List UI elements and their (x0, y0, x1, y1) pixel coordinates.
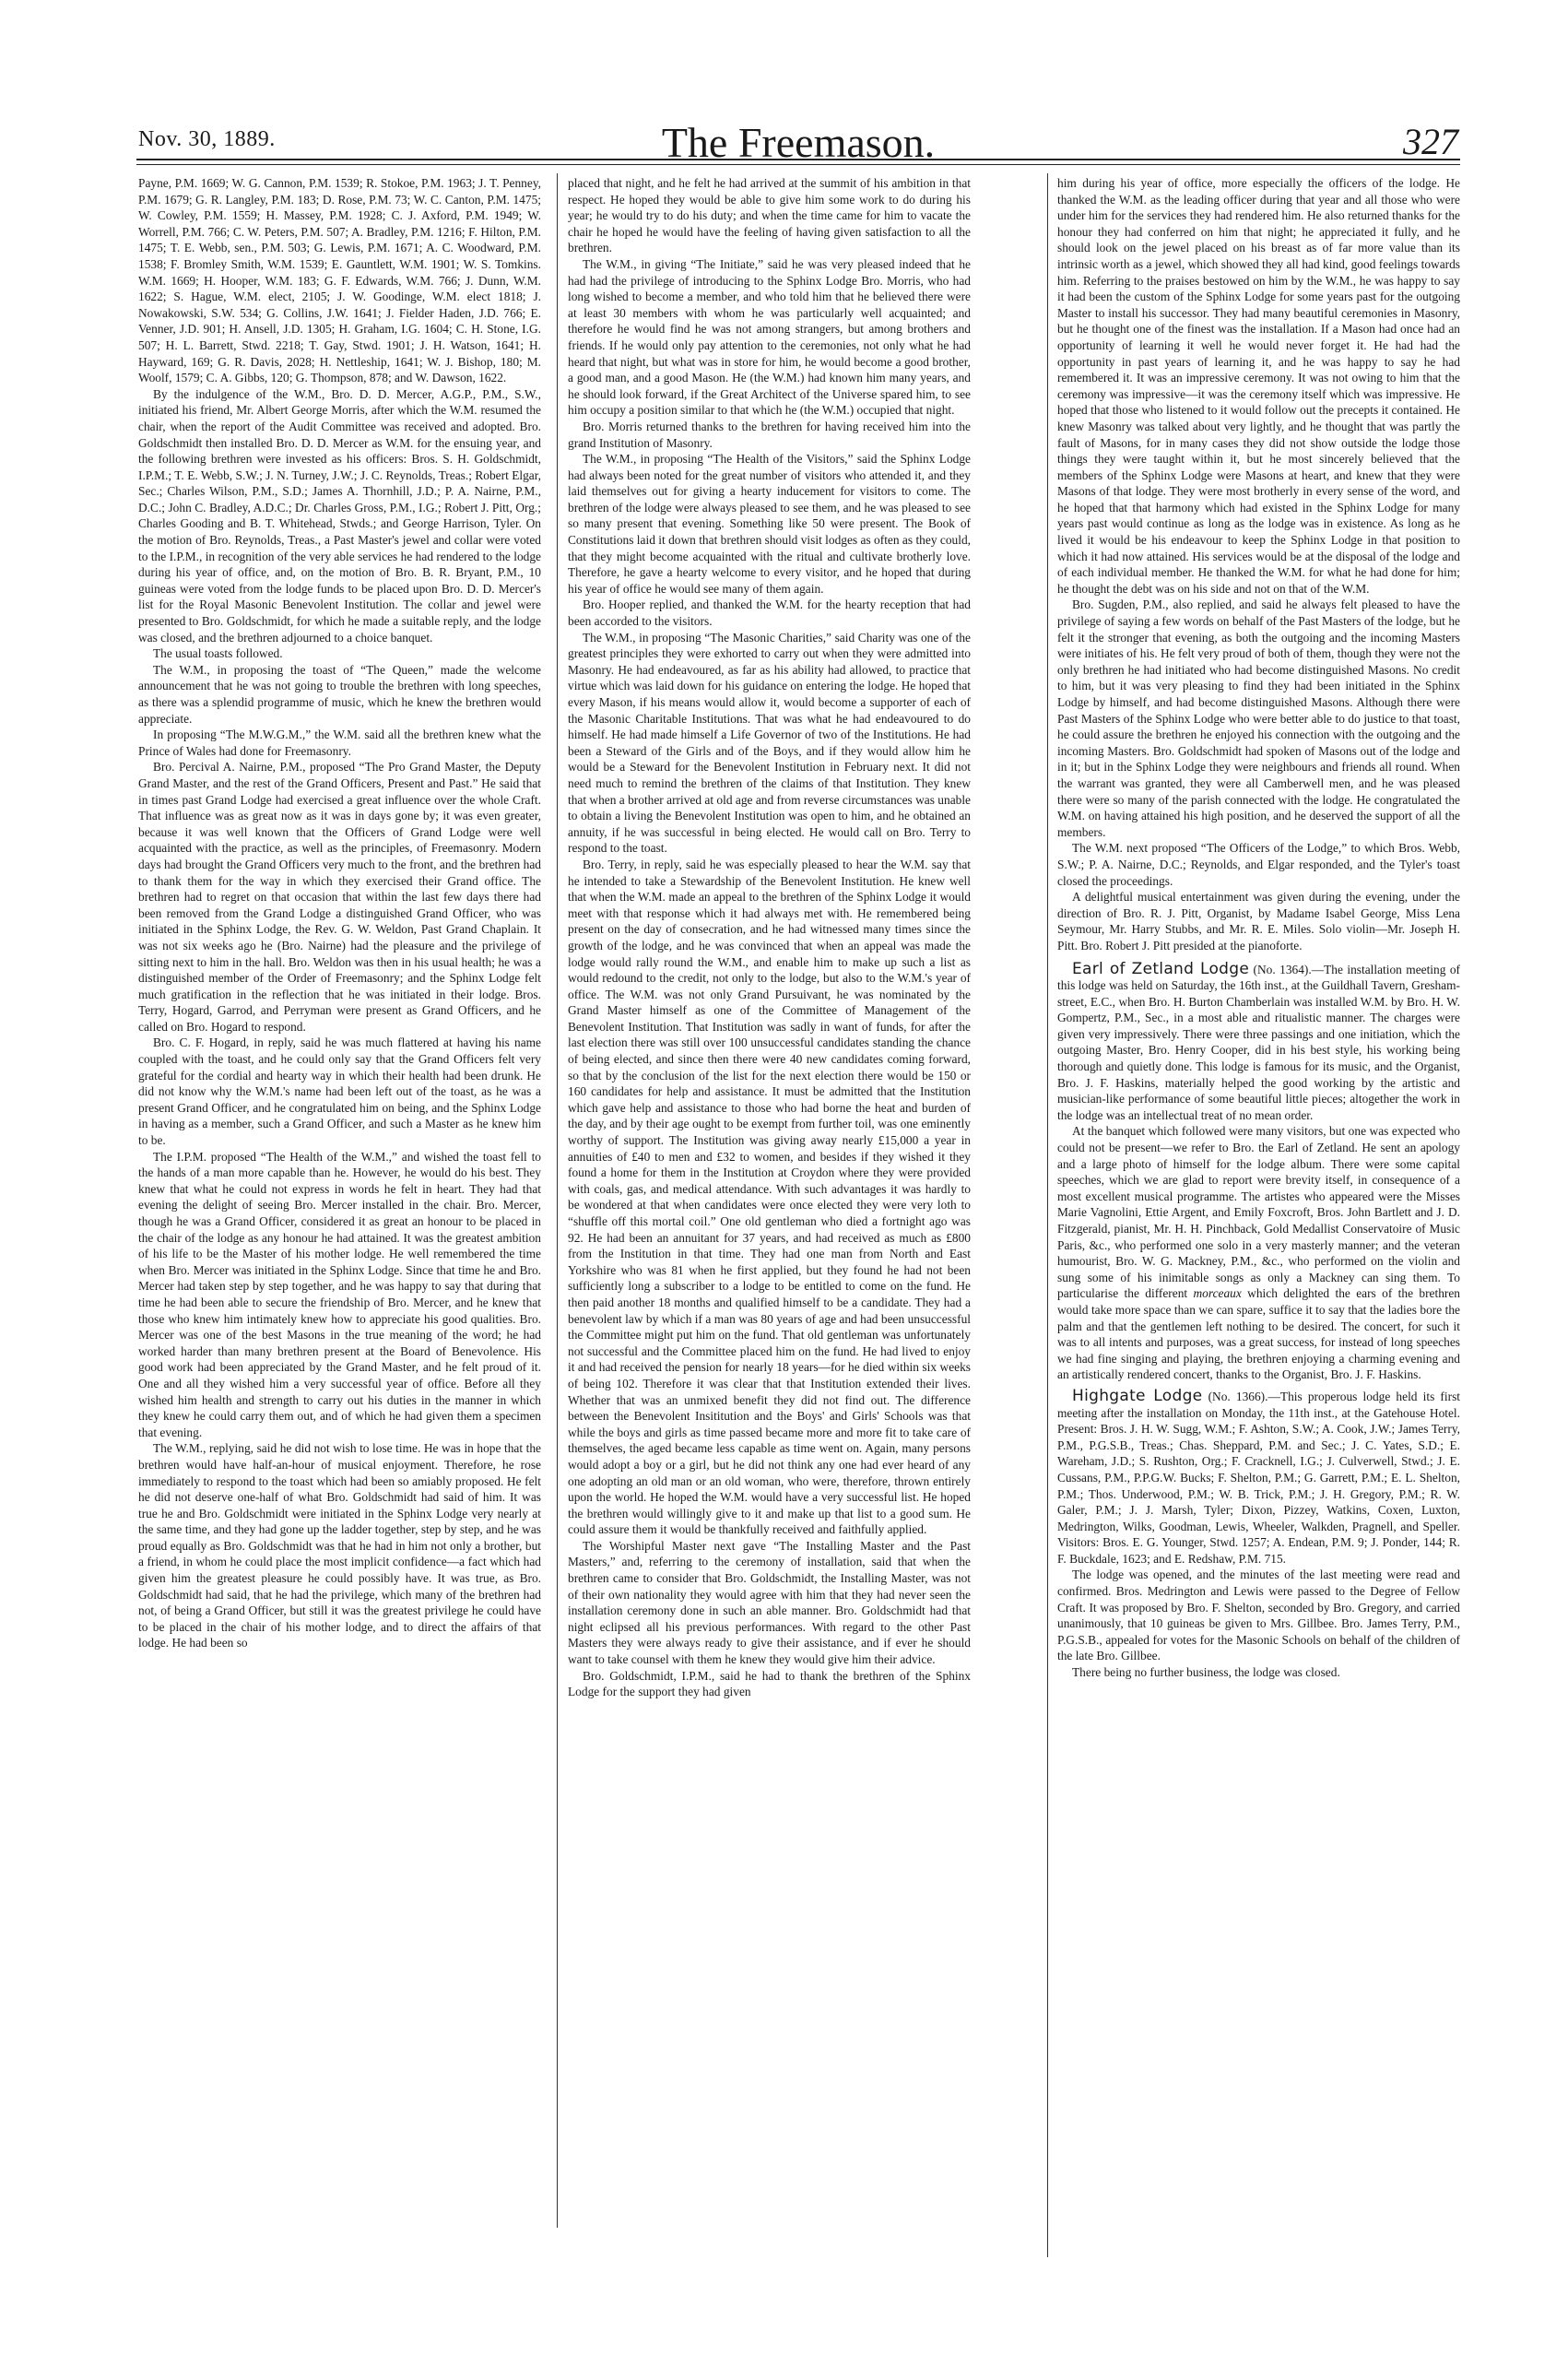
paragraph: The W.M., in proposing “The Masonic Charities,” said Charity was one of the greatest principles they were exhorted to carry out when they were admitted into Masonry. He had endeavoured, as far as his ability had allowed, to practice that virtue which was laid down for his guidance on entering the lodge. He hoped that every Mason, if his means would allow it, would become a supporter of each of the Masonic Charitable Institutions. That was what he had endeavoured to do himself. He had made himself a Life Governor of two of the Institutions. He had been a Steward of the Girls and of the Boys, and if they would allow him he would be a Steward for the Benevolent Institution in February next. It did not need much to remind the brethren of the claims of that Institution. They knew that when a brother arrived at old age and from reverse circumstances was unable to obtain a living the Benevolent Institution was open to him, and he obtained an annuity, if he was successful in being elected. He would call on Bro. Terry to respond to the toast. (568, 630, 971, 856)
column-divider-2 (1047, 173, 1048, 2257)
paragraph: The W.M., replying, said he did not wish to lose time. He was in hope that the brethren would have half-an-hour of musical enjoyment. Therefore, he rose immediately to respond to the toast which had been so amiably proposed. He felt he did not deserve one-half of what Bro. Goldschmidt had said of him. It was true he and Bro. Goldschmidt were initiated in the Sphinx Lodge very nearly at the same time, and they had gone up the ladder together, step by step, and he was proud equally as Bro. Goldschmidt was that he had in him not only a brother, but a friend, in whom he could place the most implicit confidence—a fact which had given him the greatest pleasure he could possibly have. It was true, as Bro. Goldschmidt had said, that he had the privilege, which many of the brethren had not, of being a Grand Officer, but still it was the greatest privilege he could have to be placed in the chair of his mother lodge, and to direct the affairs of that lodge. He had been so (138, 1441, 541, 1650)
paragraph: There being no further business, the lodge was closed. (1072, 1665, 1340, 1680)
header-rule-thick (136, 159, 1460, 160)
report-text: —This properous lodge held its first meeting after the installation on Monday, the 11th inst., at the Gatehouse Hotel. Present: Bros. J. H. W. Sugg, W.M.; F. Ashton, S.W.; A. Cook, J.W.; James Terry, P.M., P.G.S.B., Treas.; Chas. Sheppard, P.M. and Sec.; J. C. Yates, S.D.; E. Wareham, J.D.; S. Rushton, Org.; F. Cracknell, I.G.; J. Culverwell, Stwd.; J. E. Cussans, P.M., P.P.G.W. Bucks; F. Shelton, P.M.; G. Garrett, P.M.; E. L. Shelton, P.M.; Thos. Underwood, P.M.; W. B. Trick, P.M.; J. H. Gregory, P.M.; R. W. Galer, P.M.; J. J. Marsh, Tyler; Dixon, Pizzey, Watkins, Coxen, Luxton, Medrington, Wilks, Goodman, Lewis, Wheeler, Walkden, Pragnell, and Speller. Visitors: Bros. E. G. Younger, Stwd. 1257; A. Endean, P.M. 9; J. Ponder, 144; R. F. Buckdale, 1623; and E. Redshaw, P.M. 715. (1057, 1389, 1461, 1566)
paragraph: placed that night, and he felt he had arrived at the summit of his ambition in that respect. He hoped they would be able to give him some work to do during his year; he would try to do his duty; and when the time came for him to vacate the chair he hoped he would have the feeling of having given satisfaction to all the brethren. (568, 176, 971, 255)
report-text: —The installation meeting of this lodge was held on Saturday, the 16th inst., at the Guildhall Tavern, Gresham-street, E.C., when Bro. H. Burton Chamberlain was installed W.M. by Bro. H. W. Gompertz, P.M., Sec., in a most able and ritualistic manner. The charges were given very impressively. There were three passings and one initiation, which the outgoing Master, Bro. Henry Cooper, did in his best style, his working being thorough and quietly done. This lodge is famous for its music, and the Organist, Bro. J. F. Haskins, materially helped the good working by the artistic and musician-like performance of some beautiful little pieces; altogether the work in the lodge was an intellectual treat of no mean order. (1057, 962, 1460, 1122)
paragraph: The W.M., in proposing the toast of “The Queen,” made the welcome announcement that he was not going to trouble the brethren with long speeches, as there was a splendid programme of music, which he knew the brethren would appreciate. (138, 662, 541, 726)
paragraph: Bro. Sugden, P.M., also replied, and said he always felt pleased to have the privilege of saying a few words on behalf of the Past Masters of the lodge, but he felt it the stronger that evening, as both the outgoing and the incoming Masters were initiates of his. He felt very proud of both of them, though they were not the only brethren he had initiated who had become distinguished Masons. No credit to him, but it was very pleasing to find they had been initiated in the Sphinx Lodge by himself, and had become distinguished Masons. Although there were Past Masters of the Sphinx Lodge who were better able to do justice to that toast, he could assure the brethren he enjoyed his connection with the outgoing and the incoming Masters. Bro. Goldschmidt had spoken of Masons out of the lodge and in it; but in the Sphinx Lodge they were neighbours and friends all round. When the warrant was granted, they were all Camberwell men, and he was pleased there were so many of the parish connected with the lodge. He congratulated the W.M. on having attained his high position, and he deserved the support of all the members. (1057, 597, 1460, 839)
paragraph: The Worshipful Master next gave “The Installing Master and the Past Masters,” and, referring to the ceremony of installation, said that when the brethren came to consider that Bro. Goldschmidt, the Installing Master, was not of their own nationality they would agree with him that they had never seen the installation ceremony done in such an able manner. Bro. Goldschmidt had that night eclipsed all his previous performances. With regard to the other Past Masters they were always ready to give their assistance, and if ever he should want to take counsel with them he knew they would give him their advice. (568, 1538, 971, 1667)
issue-date: Nov. 30, 1889. (138, 127, 276, 151)
paragraph: The I.P.M. proposed “The Health of the W.M.,” and wished the toast fell to the hands of a man more capable than he. However, he would do his best. They knew that what he could not express in words he felt in heart. They had that evening the delight of seeing Bro. Mercer installed in the chair. Bro. Mercer, though he was a Grand Officer, considered it as great an honour to be placed in the chair of the lodge as any honour he had attained. It was the greatest ambition of his life to be the Master of his mother lodge. He well remembered the time when Bro. Mercer was initiated in the Sphinx Lodge. Since that time he and Bro. Mercer had taken step by step together, and he was happy to say that during that time he had been able to secure the friendship of Bro. Mercer, and he knew that those who knew him intimately knew how to appreciate his good qualities. Bro. Mercer was one of the best Masons in the true meaning of the word; he had worked harder than many brethren present at the Board of Benevolence. His good work had been appreciated by the Grand Master, and he felt proud of it. One and all they wished him a very successful year of office. Before all they wished him health and strength to carry out his duties in the manner in which they knew he could carry them out, and of which he had given them a specimen that evening. (138, 1149, 541, 1439)
column-divider-1 (557, 173, 558, 2228)
column-2 (568, 175, 971, 1700)
paragraph (1057, 1123, 1460, 1383)
column-3 (1057, 175, 1460, 1681)
zetland-lodge-report (1057, 959, 1460, 1124)
paragraph: Bro. Hooper replied, and thanked the W.M. for the hearty reception that had been accorded to the visitors. (568, 597, 971, 629)
lodge-number: (No. 1364). (1253, 962, 1312, 976)
section-heading-highgate: Highgate Lodge (1072, 1386, 1203, 1405)
italic-term: morceaux (1193, 1286, 1242, 1301)
highgate-lodge-report (1057, 1386, 1461, 1568)
paragraph: By the indulgence of the W.M., Bro. D. D. Mercer, A.G.P., P.M., S.W., initiated his friend, Mr. Albert George Morris, after which the W.M. resumed the chair, when the report of the Audit Committee was received and adopted. Bro. Goldschmidt then installed Bro. D. D. Mercer as W.M. for the ensuing year, and the following brethren were invested as his officers: Bros. S. H. Goldschmidt, I.P.M.; T. E. Webb, S.W.; J. N. Turney, J.W.; J. C. Reynolds, Treas.; Robert Elgar, Sec.; Charles Wilson, P.M., S.D.; James A. Thornhill, J.D.; P. A. Nairne, P.M., D.C.; John C. Bradley, A.D.C.; Dr. Charles Gross, P.M., I.G.; Robert J. Pitt, Org.; Charles Gooding and B. T. Whitehead, Stwds.; and George Harrison, Tyler. On the motion of Bro. Reynolds, Treas., a Past Master's jewel and collar were voted to the I.P.M., in recognition of the very able services he had rendered to the lodge during his year of office, and, on the motion of Bro. B. R. Bryant, P.M., 10 guineas were voted from the lodge funds to be placed upon Bro. D. D. Mercer's list for the Royal Masonic Benevolent Institution. The collar and jewel were presented to Bro. Goldschmidt, for which he made a suitable reply, and the lodge was closed, and the brethren adjourned to a choice banquet. (138, 386, 541, 645)
report-text: which delighted the ears of the brethren would take more space than we can spare, suffice it to say that the ladies bore the palm and that the gentlemen left nothing to be desired. The concert, for such it was to all intents and purposes, was a great success, for instead of long speeches we had fine singing and playing, the brethren enjoying a charming evening and an artistically rendered concert, thanks to the Organist, Bro. J. F. Haskins. (1057, 1286, 1460, 1382)
header-rule-thin (136, 164, 1460, 165)
paragraph: The W.M., in proposing “The Health of the Visitors,” said the Sphinx Lodge had always been noted for the great number of visitors who attended it, and they laid themselves out for giving a hearty inducement for visitors to come. The brethren of the lodge were always pleased to see them, and he was pleased to see so many present that evening. Something like 50 were present. The Book of Constitutions laid it down that brethren should visit lodges as often as they could, that they might become acquainted with the ritual and cultivate brotherly love. Therefore, he gave a hearty welcome to every visitor, and he hoped that during his year of office he would see many of them again. (568, 452, 971, 596)
lodge-number: (No. 1366). (1208, 1389, 1268, 1403)
paragraph: Bro. Percival A. Nairne, P.M., proposed “The Pro Grand Master, the Deputy Grand Master, and the rest of the Grand Officers, Present and Past.” He said that in times past Grand Lodge had exercised a great influence over the whole Craft. That influence was as great now as it was in days gone by; it was even greater, because it was well known that the Officers of Grand Lodge were well acquainted with the practice, as well as the principles, of Freemasonry. Modern days had brought the Grand Officers very much to the front, and the brethren had to thank them for the way in which they exercised their Grand office. The brethren had to regret on that occasion that within the last few days there had been removed from the Grand Lodge a distinguished Grand Officer, who was initiated in the Sphinx Lodge, the Rev. G. W. Weldon, Past Grand Chaplain. It was not six weeks ago he (Bro. Nairne) had the pleasure and the privilege of sitting next to him in the hall. Bro. Weldon was then in his usual health; he was a distinguished member of the Order of Freemasonry; and the Sphinx Lodge felt much gratification in the reflection that he was initiated in their lodge. Bros. Terry, Hogard, Garrod, and Perryman were present as Grand Officers, and he called on Bro. Hogard to respond. (138, 760, 541, 1034)
page-number: 327 (1403, 121, 1458, 162)
paragraph: Bro. Terry, in reply, said he was especially pleased to hear the W.M. say that he intended to take a Stewardship of the Benevolent Institution. He knew well that when the W.M. made an appeal to the brethren of the Sphinx Lodge it would meet with that response which it had always met with. He remembered being present on the day of consecration, and he had witnessed many times since the growth of the lodge, and he was convinced that when an appeal was made the lodge would rally round the W.M., and enable him to make up such a list as would redound to the credit, not only to the lodge, but also to the W.M.'s year of office. The W.M. was not only Grand Pursuivant, he was nominated by the Grand Master himself as one of the Committee of Management of the Benevolent Institution. That Institution was sadly in want of funds, for after the last election there was still over 100 unsuccessful candidates standing the chance of being elected, and since then there were 40 new candidates coming forward, so that by the conclusion of the list for the next election there would be 150 or 160 candidates for help and assistance. It must be admitted that the Institution which gave help and assistance to those who had borne the heat and burden of the day, and by their age ought to be exempt from further toil, was one eminently worthy of support. The Institution was giving away nearly £15,000 a year in annuities of £40 to men and £32 to women, and besides if they wished it they found a home for them in the Institution at Croydon where they were provided with coals, gas, and medical attendance. With such advantages it was hardly to be wondered at that when candidates were once elected they were very loth to “shuffle off this mortal coil.” One old gentleman who died a fortnight ago was 92. He had been an annuitant for 37 years, and had received as much as £800 from the Institution in that time. They had one man from North and East Yorkshire who was 81 when he first applied, but they found he had not been sufficiently long a subscriber to a lodge to be entitled to come on the fund. He then paid another 18 months and qualified himself to be a candidate. They had a benevolent law by which if a man was 80 years of age and had been unsuccessful the Committee might put him on the fund. That old gentleman was unfortunately not successful and the Committee placed him on the fund. He had lived to enjoy it and had received the pension for nearly 18 years—for he died within six weeks of being 102. Therefore it was clear that that Institution extended their lives. Whether that was an unmixed benefit they did not find out. The difference between the Benevolent Insititution and the Boys' and Girls' Schools was that while the boys and girls as time passed became more and more fit to take care of themselves, the aged became less capable as time went on. Again, many persons would adopt a boy or a girl, but he did not think any one had ever heard of any one adopting an old man or an old woman, who were, therefore, thrown entirely upon the world. He hoped the W.M. would have a very successful list. He hoped the brethren would willingly give to it and make up that list to a good sum. He could assure them it would be thankfully received and faithfully applied. (568, 857, 971, 1537)
paragraph: The W.M. next proposed “The Officers of the Lodge,” to which Bros. Webb, S.W.; P. A. Nairne, D.C.; Reynolds, and Elgar responded, and the Tyler's toast closed the proceedings. (1057, 841, 1460, 888)
paragraph: A delightful musical entertainment was given during the evening, under the direction of Bro. R. J. Pitt, Organist, by Madame Isabel George, Miss Lena Seymour, Mr. Harry Stubbs, and Mr. R. E. Miles. Solo violin—Mr. Joseph H. Pitt. Bro. Robert J. Pitt presided at the pianoforte. (1057, 890, 1460, 952)
paragraph: The lodge was opened, and the minutes of the last meeting were read and confirmed. Bros. Medrington and Lewis were passed to the Degree of Fellow Craft. It was proposed by Bro. F. Shelton, seconded by Bro. Gregory, and carried unanimously, that 10 guineas be given to Mrs. Gillbee. Bro. James Terry, P.M., P.G.S.B., appealed for votes for the Masonic Schools on behalf of the children of the late Bro. Gillbee. (1057, 1568, 1460, 1663)
paragraph: Payne, P.M. 1669; W. G. Cannon, P.M. 1539; R. Stokoe, P.M. 1963; J. T. Penney, P.M. 1679; G. R. Langley, P.M. 183; D. Rose, P.M. 73; W. C. Canton, P.M. 1475; W. Cowley, P.M. 1559; H. Massey, P.M. 1928; C. J. Axford, P.M. 1949; W. Worrell, P.M. 766; C. W. Peters, P.M. 507; A. Bradley, P.M. 1216; F. Hilton, P.M. 1475; T. E. Webb, sen., P.M. 503; G. Lewis, P.M. 1671; A. C. Woodward, P.M. 1538; F. Bromley Smith, W.M. 1539; E. Gauntlett, W.M. 1901; W. S. Tomkins. W.M. 1669; H. Hooper, W.M. 183; G. F. Edwards, W.M. 766; J. Dunn, W.M. 1622; S. Hague, W.M. elect, 2105; J. W. Goodinge, W.M. elect 1818; J. Nowakowski, S.W. 534; G. Collins, J.W. 1641; J. Fielder Haden, J.D. 766; E. Venner, J.D. 901; H. Ansell, J.D. 1305; H. Graham, I.G. 1604; C. H. Stone, I.G. 507; H. L. Barrett, Stwd. 2218; T. Gay, Stwd. 1901; J. H. Watson, 1641; H. Hayward, 169; G. R. Davis, 2028; H. Nettleship, 1641; W. J. Bishop, 180; M. Woolf, 1579; C. A. Gibbs, 120; G. Thompson, 878; and W. Dawson, 1622. (138, 176, 541, 385)
section-heading-zetland: Earl of Zetland Lodge (1072, 959, 1250, 978)
paragraph: Bro. C. F. Hogard, in reply, said he was much flattered at having his name coupled with the toast, and he could only say that the Grand Officers felt very grateful for the cordial and hearty way in which their health had been drunk. He did not know why the W.M.'s name had been left out of the toast, as he was a present Grand Officer, and he congratulated him on being, and the Sphinx Lodge in having as a member, such a Grand Officer, and such a Master as he knew him to be. (138, 1035, 541, 1148)
paragraph: The W.M., in giving “The Initiate,” said he was very pleased indeed that he had had the privilege of introducing to the Sphinx Lodge Bro. Morris, who had long wished to become a member, and who told him that he believed there were at least 30 members with whom he was particularly well acquainted; and therefore he would find he was not among strangers, but among brothers and friends. If he would only pay attention to the ceremonies, not only what he had heard that night, but what was in store for him, he would become a good brother, a good man, and a good Mason. He (the W.M.) had known him many years, and he should look forward, if the Great Architect of the Universe spared him, to see him occupy a position similar to that which he (the W.M.) occupied that night. (568, 256, 971, 418)
masthead (138, 118, 1458, 173)
paragraph: him during his year of office, more especially the officers of the lodge. He thanked the W.M. as the leading officer during that year and all those who were under him for the services they had rendered him. He also returned thanks for the honour they had conferred on him that night; he appreciated it fully, and he should look on the jewel placed on his breast as of far more value than its intrinsic worth as a jewel, which showed they all had kind, good feelings towards him. Referring to the praises bestowed on him by the W.M., he was happy to say it had been the custom of the Sphinx Lodge for some years past for the outgoing Master to install his successor. They had many beautiful ceremonies in Masonry, but he thought one of the finest was the installation. If a Mason had once had an opportunity of learning it well he would never forget it. He had had the opportunity in past years of learning it, and he was happy to say he had remembered it. It was an impressive ceremony. It was not owing to him that the ceremony was impressive—it was the ceremony itself which was impressive. He hoped that those who listened to it would follow out the precepts it contained. He knew Masonry was talked about very lightly, and he thought that was partly the fault of Masons, for in many cases they did not show outside the lodge those things they were taught within it, but he most sincerely believed that the members of the Sphinx Lodge were Masons at heart, and knew that they were Masons of that lodge. They were most brotherly in every sense of the word, and he hoped that that harmony which had existed in the Sphinx Lodge for many years past would continue as long as the lodge was in existence. As long as he lived it would be his endeavour to keep the Sphinx Lodge in that position to which it had now attained. His services would be at the disposal of the lodge and of each individual member. He thanked the W.M. for what he had done for him; he thought the debt was on his side and not on that of the W.M. (1057, 176, 1460, 596)
paragraph: In proposing “The M.W.G.M.,” the W.M. said all the brethren knew what the Prince of Wales had done for Freemasonry. (138, 728, 541, 758)
paragraph: Bro. Goldschmidt, I.P.M., said he had to thank the brethren of the Sphinx Lodge for the support they had given (568, 1668, 971, 1699)
paragraph: The usual toasts followed. (153, 646, 283, 661)
column-1 (138, 175, 541, 1651)
newspaper-title: The Freemason. (661, 119, 936, 166)
report-text: At the banquet which followed were many visitors, but one was expected who could not be present—we refer to Bro. the Earl of Zetland. He sent an apology and a large photo of himself for the lodge album. There were some capital speeches, which we are glad to report were brevity itself, in consequence of a most excellent musical programme. The artistes who appeared were the Misses Marie Vagnolini, Ettie Argent, and Emily Foxcroft, Bros. John Bartlett and J. D. Fitzgerald, pianist, Mr. H. H. Pinchback, Gold Medallist Conservatoire of Music Paris, &c., who performed one solo in a very masterly manner; and the veteran humourist, Bro. W. G. Mackney, P.M., &c., who performed on the violin and sung some of his inimitable songs as only a Mackney can sing them. To particularise the different (1057, 1124, 1460, 1301)
paragraph: Bro. Morris returned thanks to the brethren for having received him into the grand Institution of Masonry. (568, 419, 971, 450)
